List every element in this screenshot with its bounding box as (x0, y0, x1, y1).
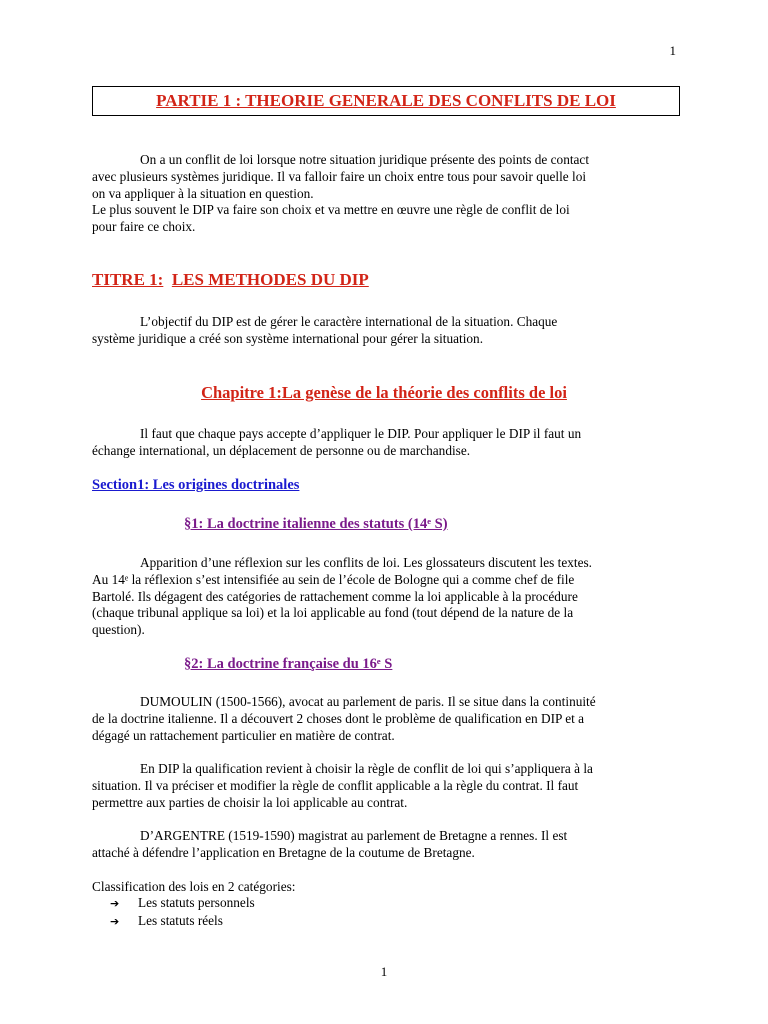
dumoulin-paragraph (92, 694, 596, 744)
part-title-box (92, 86, 680, 116)
dumoulin-line: de la doctrine italienne. Il a découvert 2 choses dont le problème de qualification en DIP et a (92, 710, 585, 726)
titre-1-text: LES METHODES DU DIP (171, 270, 369, 289)
paragraph-1-line: Apparition d’une réflexion sur les conflits de loi. Les glossateurs discutent les textes. (140, 555, 592, 570)
paragraph-1-heading: §1: La doctrine italienne des statuts (14ᵉ S) (184, 516, 448, 532)
titre-1-label: TITRE 1: (92, 270, 164, 289)
chapitre-1-paragraph (92, 426, 581, 460)
arrow-right-icon: ➔ (110, 897, 120, 910)
dumoulin-line: DUMOULIN (1500-1566), avocat au parlement de paris. Il se situe dans la continuité (140, 694, 596, 709)
titre-1-line: système juridique a créé son système international pour gérer la situation. (92, 330, 484, 346)
qualification-line: En DIP la qualification revient à choisir la règle de conflit de loi qui s’appliquera à la (140, 761, 593, 776)
intro-paragraph (92, 152, 692, 236)
qualification-line: situation. Il va préciser et modifier la règle de conflit applicable a la règle du contrat. Il faut (92, 777, 579, 793)
intro-line: pour faire ce choix. (92, 219, 196, 235)
titre-1-heading (92, 270, 369, 290)
dargentre-paragraph (92, 828, 567, 862)
section-1-heading: Section1: Les origines doctrinales (92, 477, 300, 493)
chapitre-1-line: Il faut que chaque pays accepte d’appliquer le DIP. Pour appliquer le DIP il faut un (140, 426, 582, 441)
intro-line: avec plusieurs systèmes juridique. Il va falloir faire un choix entre tous pour savoir quelle loi (92, 168, 587, 184)
dargentre-line: attaché à défendre l’application en Bretagne de la coutume de Bretagne. (92, 844, 475, 860)
page-number-top: 1 (669, 43, 676, 58)
qualification-paragraph (92, 761, 593, 811)
paragraph-1-line: Bartolé. Ils dégagent des catégories de rattachement comme la loi applicable à la procédure (92, 588, 578, 604)
paragraph-1-line: question). (92, 622, 145, 638)
paragraph-2-heading: §2: La doctrine française du 16ᵉ S (184, 656, 393, 672)
intro-line: on va appliquer à la situation en question. (92, 185, 314, 201)
intro-line: On a un conflit de loi lorsque notre situation juridique présente des points de contact (140, 152, 590, 167)
list-item-text: Les statuts réels (138, 912, 223, 928)
qualification-line: permettre aux parties de choisir la loi applicable au contrat. (92, 794, 408, 810)
arrow-right-icon: ➔ (110, 914, 120, 928)
titre-1-paragraph (92, 314, 557, 348)
classification-list (110, 895, 255, 931)
paragraph-1-line: Au 14ᵉ la réflexion s’est intensifiée au sein de l’école de Bologne qui a comme chef de file (92, 571, 575, 587)
paragraph-1-line: (chaque tribunal applique sa loi) et la loi applicable au fond (tout dépend de la nature de la (92, 605, 574, 621)
classification-text: Classification des lois en 2 catégories: (92, 879, 296, 894)
paragraph-1-text (92, 555, 592, 639)
intro-line: Le plus souvent le DIP va faire son choix et va mettre en œuvre une règle de conflit de loi (92, 202, 570, 218)
dargentre-line: D’ARGENTRE (1519-1590) magistrat au parlement de Bretagne a rennes. Il est (140, 828, 568, 843)
chapitre-1-line: échange international, un déplacement de personne ou de marchandise. (92, 442, 471, 458)
dumoulin-line: dégagé un rattachement particulier en matière de contrat. (92, 727, 395, 743)
part-title: PARTIE 1 : THEORIE GENERALE DES CONFLITS DE LOI (156, 91, 616, 110)
chapitre-1-heading: Chapitre 1:La genèse de la théorie des conflits de loi (201, 383, 567, 402)
list-item (110, 913, 255, 931)
list-item (110, 895, 255, 913)
list-item-text: Les statuts personnels (138, 895, 255, 910)
page-number-bottom: 1 (380, 964, 388, 979)
titre-1-line: L’objectif du DIP est de gérer le caractère international de la situation. Chaque (140, 314, 558, 329)
